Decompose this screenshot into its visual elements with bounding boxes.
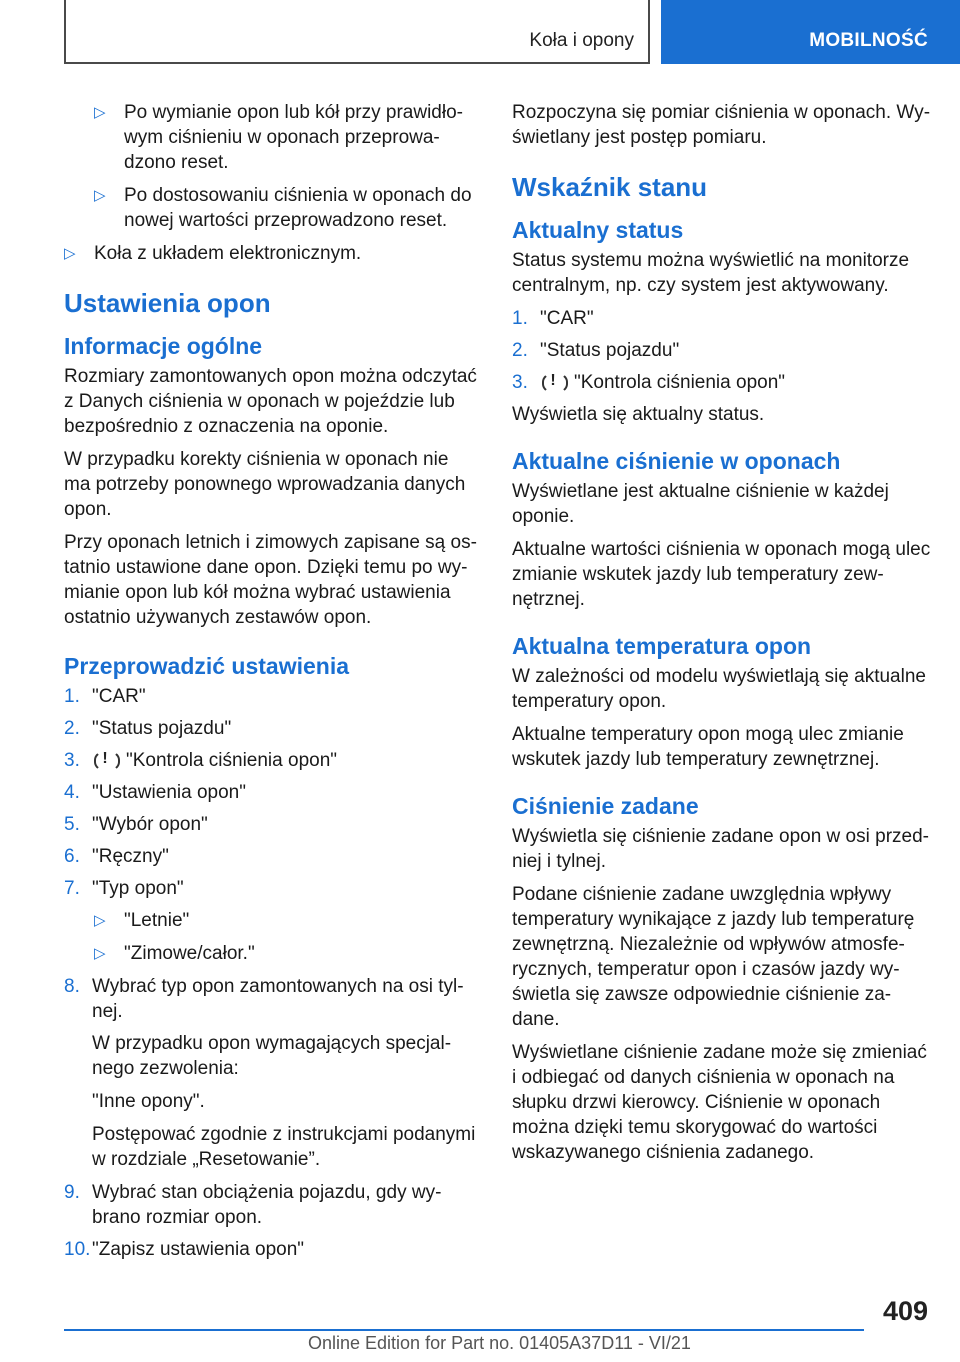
chapter-title: Koła i opony	[529, 30, 634, 51]
list-item: ▷ "Zimowe/całor."	[94, 943, 255, 964]
step-item: 1. "CAR"	[512, 308, 594, 329]
step-item: 5. "Wybór opon"	[64, 814, 208, 835]
paragraph: Rozpoczyna się pomiar ciśnienia w oponach. Wy-świetlany jest postęp pomiaru.	[512, 102, 931, 148]
step-item: 3. ! "Kontrola ciśnienia opon"	[512, 370, 932, 395]
footer-divider	[64, 1329, 864, 1331]
step-item: 8. Wybrać typ opon zamontowanych na osi tyl-nej.	[64, 976, 464, 1022]
paragraph: Podane ciśnienie zadane uwzględnia wpływy temperatury wynikające z jazdy lub temperaturę zewnętrzną. Niezależnie od wpływów atmosfe-rycznych, temperatur opon i czasów jazdy wy-świetla się zawsze odpowiednie ciśnienie za-dane.	[512, 884, 915, 1030]
paragraph: Przy oponach letnich i zimowych zapisane są os-tatnio ustawione dane opon. Dzięki temu po wy-mianie opon lub kół można wybrać ustawienia ostatnio używanych zestawów opon.	[64, 532, 477, 628]
step-item: 10. "Zapisz ustawienia opon"	[64, 1239, 305, 1260]
heading-tire-settings: Ustawienia opon	[64, 288, 271, 318]
heading-general-info: Informacje ogólne	[64, 333, 263, 359]
step-item: 2. "Status pojazdu"	[512, 340, 680, 361]
heading-target-pressure: Ciśnienie zadane	[512, 793, 699, 819]
triangle-bullet-icon: ▷	[94, 945, 106, 962]
triangle-bullet-icon: ▷	[94, 104, 106, 121]
paragraph: Postępować zgodnie z instrukcjami podanymi w rozdziale „Resetowanie”.	[92, 1124, 476, 1170]
step-item: 6. "Ręczny"	[64, 846, 169, 867]
paragraph: Aktualne temperatury opon mogą ulec zmianie wskutek jazdy lub temperatury zewnętrznej.	[512, 724, 904, 770]
triangle-bullet-icon: ▷	[94, 187, 106, 204]
header-section-tab	[661, 0, 960, 64]
page-number: 409	[882, 1296, 928, 1326]
right-column	[512, 100, 932, 1173]
paragraph: Wyświetlane ciśnienie zadane może się zmieniać i odbiegać od danych ciśnienia w oponach na słupku drzwi kierowcy. Ciśnienie w oponach można dzięki temu skorygować do wartości wskazywanego ciśnienia zadanego.	[512, 1042, 927, 1163]
left-column	[64, 100, 480, 1269]
paragraph: W zależności od modelu wyświetlają się aktualne temperatury opon.	[512, 666, 926, 712]
step-item: 1. "CAR"	[64, 686, 146, 707]
paragraph: Wyświetla się ciśnienie zadane opon w osi przed-niej i tylnej.	[512, 826, 929, 872]
step-item: 2. "Status pojazdu"	[64, 718, 232, 739]
list-item: ▷ "Letnie"	[94, 910, 190, 931]
header-chapter-box	[64, 0, 650, 64]
step-item: 3. ! "Kontrola ciśnienia opon"	[64, 748, 480, 773]
paragraph: Wyświetlane jest aktualne ciśnienie w każdej oponie.	[512, 481, 889, 527]
heading-current-temperature: Aktualna temperatura opon	[512, 633, 812, 659]
triangle-bullet-icon: ▷	[94, 912, 106, 929]
paragraph: Aktualne wartości ciśnienia w oponach mogą ulec zmianie wskutek jazdy lub temperatury zew-nętrznej.	[512, 539, 931, 610]
paragraph: Wyświetla się aktualny status.	[512, 404, 765, 425]
paragraph: Status systemu można wyświetlić na monitorze centralnym, np. czy system jest aktywowany.	[512, 250, 910, 296]
section-title: MOBILNOŚĆ	[809, 30, 928, 51]
heading-current-status: Aktualny status	[512, 217, 684, 243]
heading-status-indicator: Wskaźnik stanu	[512, 172, 708, 202]
triangle-bullet-icon: ▷	[64, 245, 76, 262]
step-item: 4. "Ustawienia opon"	[64, 782, 246, 803]
list-item: ▷ Po dostosowaniu ciśnienia w oponach do nowej wartości przeprowadzono reset.	[94, 185, 472, 231]
tire-pressure-warning-icon	[540, 371, 566, 391]
step-item: 9. Wybrać stan obciążenia pojazdu, gdy wy-brano rozmiar opon.	[64, 1182, 442, 1228]
list-item: ▷ Po wymianie opon lub kół przy prawidło-wym ciśnieniu w oponach przeprowa-dzono reset.	[94, 102, 463, 173]
paragraph: Rozmiary zamontowanych opon można odczytać z Danych ciśnienia w oponach w pojeździe lub bezpośrednio z oznaczenia na oponie.	[64, 366, 477, 437]
paragraph: "Inne opony".	[92, 1091, 205, 1112]
list-item: ▷ Koła z układem elektronicznym.	[64, 243, 362, 264]
step-item: 7. "Typ opon"	[64, 878, 184, 899]
paragraph: W przypadku korekty ciśnienia w oponach nie ma potrzeby ponownego wprowadzania danych opon.	[64, 449, 466, 520]
tire-pressure-warning-icon	[92, 749, 118, 769]
heading-perform-settings: Przeprowadzić ustawienia	[64, 653, 350, 679]
paragraph: W przypadku opon wymagających specjal-nego zezwolenia:	[92, 1033, 452, 1079]
heading-current-pressure: Aktualne ciśnienie w oponach	[512, 448, 841, 474]
